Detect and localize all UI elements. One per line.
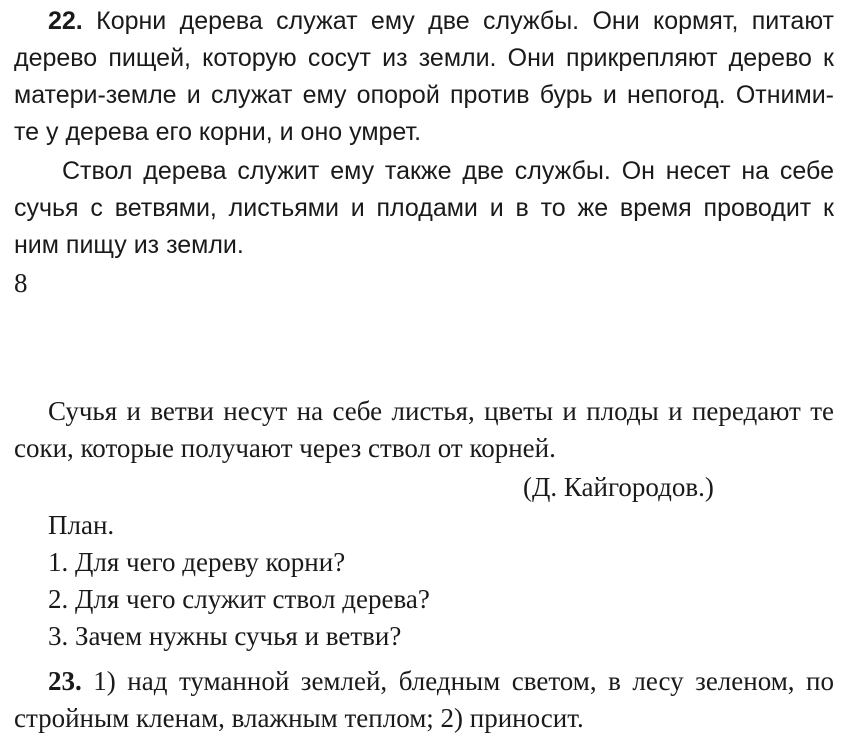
plan-item-2: 2. Для чего служит ствол дерева?: [48, 584, 430, 614]
section-22-line-6: сучья с ветвями, листьями и плодами и в то же время проводит к: [14, 194, 834, 222]
section-22-text: Корни дерева служат ему две службы. Они кормят, питают: [96, 7, 834, 35]
section-23-number: 23.: [48, 666, 82, 696]
section-23-line-1: [48, 664, 834, 698]
attribution: (Д. Кайгородов.): [523, 472, 714, 502]
section-23-text: 1) над туманной землей, бледным светом, в лесу зеленом, по: [93, 666, 834, 696]
section-22-line-2: дерево пищей, которую сосут из земли. Они прикрепляют дерево к: [14, 44, 834, 72]
section-22-line-7: ним пищу из земли.: [14, 231, 244, 259]
continuation-line-1: Сучья и ветви несут на себе листья, цветы и плоды и передают те: [48, 396, 834, 426]
section-22-number: 22.: [48, 7, 83, 35]
plan-item-1: 1. Для чего дереву корни?: [48, 547, 346, 577]
plan-item-3: 3. Зачем нужны сучья и ветви?: [48, 621, 402, 651]
section-22-line-1: [48, 4, 834, 38]
continuation-line-2: соки, которые получают через ствол от корней.: [14, 433, 556, 463]
section-22-line-5: Ствол дерева служит ему также две службы. Он несет на себе: [62, 157, 834, 185]
plan-heading: План.: [48, 510, 115, 540]
section-22-line-4: те у дерева его корни, и оно умрет.: [14, 118, 422, 146]
section-23-line-2: стройным кленам, влажным теплом; 2) приносит.: [14, 703, 584, 733]
page-number: 8: [14, 268, 28, 298]
section-22-line-3: матери-земле и служат ему опорой против бурь и непогод. Отними-: [14, 81, 834, 109]
